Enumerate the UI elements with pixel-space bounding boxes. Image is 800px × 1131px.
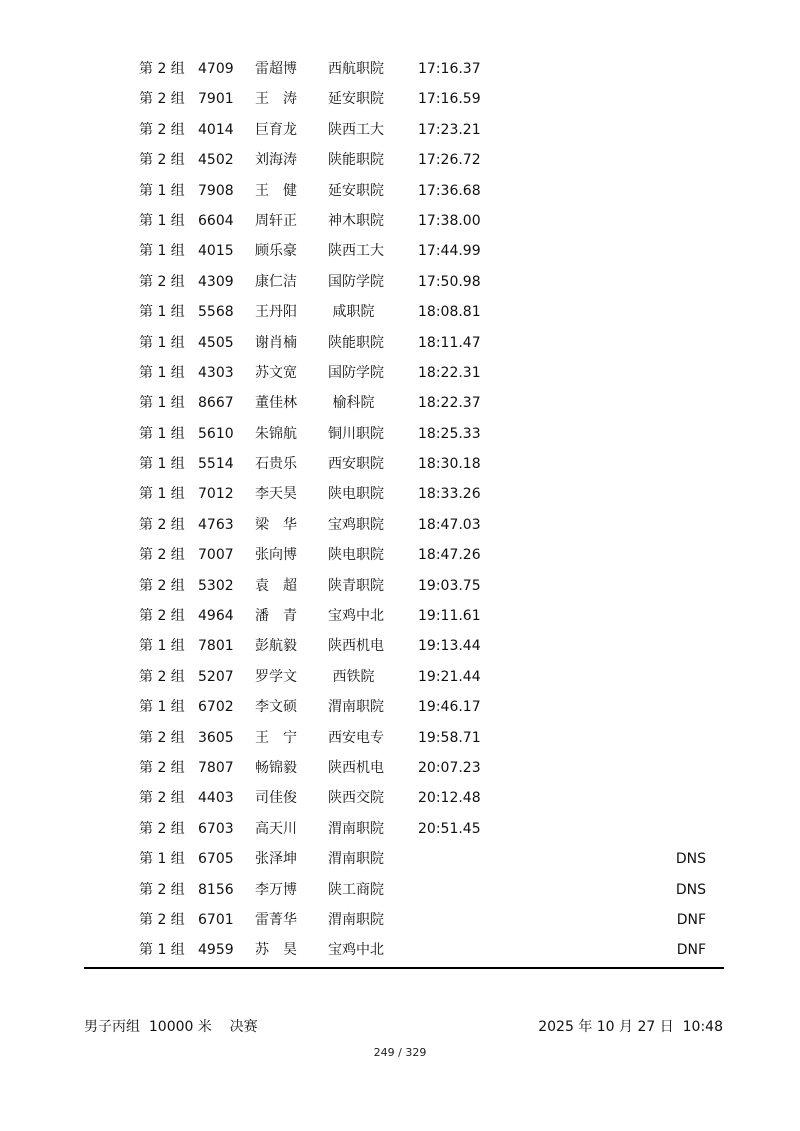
result-row bbox=[0, 358, 800, 388]
bib-cell: 7908 bbox=[198, 182, 234, 199]
bib-cell: 3605 bbox=[198, 729, 234, 746]
athlete-name-cell: 李天昊 bbox=[255, 486, 297, 503]
group-cell: 第 2 组 bbox=[139, 547, 185, 564]
team-cell: 延安职院 bbox=[328, 91, 384, 108]
team-cell: 陕青职院 bbox=[328, 577, 384, 594]
page-number: 249 / 329 bbox=[373, 1046, 427, 1059]
athlete-name-cell: 石贵乐 bbox=[255, 456, 297, 473]
athlete-name-cell: 罗学文 bbox=[255, 668, 297, 685]
group-cell: 第 1 组 bbox=[139, 425, 185, 442]
team-cell: 陕能职院 bbox=[328, 152, 384, 169]
athlete-name-cell: 康仁洁 bbox=[255, 273, 297, 290]
result-row bbox=[0, 723, 800, 753]
bib-cell: 4709 bbox=[198, 61, 234, 77]
team-cell: 榆科院 bbox=[328, 395, 375, 412]
group-cell: 第 2 组 bbox=[139, 729, 185, 746]
team-cell: 陕工商院 bbox=[328, 881, 384, 898]
results-table bbox=[0, 54, 800, 966]
bib-cell: 4015 bbox=[198, 243, 234, 260]
team-cell: 西安电专 bbox=[328, 729, 384, 746]
group-cell: 第 2 组 bbox=[139, 820, 185, 837]
group-cell: 第 1 组 bbox=[139, 699, 185, 716]
result-row bbox=[0, 297, 800, 327]
result-row bbox=[0, 571, 800, 601]
group-cell: 第 2 组 bbox=[139, 608, 185, 625]
time-cell: 17:38.00 bbox=[418, 212, 481, 229]
result-row bbox=[0, 479, 800, 509]
bib-cell: 4014 bbox=[198, 121, 234, 138]
team-cell: 宝鸡中北 bbox=[328, 942, 384, 959]
time-cell: 18:47.03 bbox=[418, 516, 481, 533]
result-row bbox=[0, 267, 800, 297]
group-cell: 第 1 组 bbox=[139, 638, 185, 655]
athlete-name-cell: 李万博 bbox=[255, 881, 297, 898]
bib-cell: 5207 bbox=[198, 668, 234, 685]
result-row bbox=[0, 935, 800, 965]
group-cell: 第 2 组 bbox=[139, 881, 185, 898]
athlete-name-cell: 周轩正 bbox=[255, 212, 297, 229]
time-cell: 17:50.98 bbox=[418, 273, 481, 290]
time-cell: 19:58.71 bbox=[418, 729, 481, 746]
team-cell: 陕西交院 bbox=[328, 790, 384, 807]
result-row bbox=[0, 692, 800, 722]
athlete-name-cell: 王 涛 bbox=[255, 91, 297, 108]
group-cell: 第 2 组 bbox=[139, 790, 185, 807]
time-cell: 19:13.44 bbox=[418, 638, 481, 655]
bib-cell: 4959 bbox=[198, 942, 234, 959]
athlete-name-cell: 张向博 bbox=[255, 547, 297, 564]
time-cell: 18:25.33 bbox=[418, 425, 481, 442]
athlete-name-cell: 巨育龙 bbox=[255, 121, 297, 138]
result-row bbox=[0, 328, 800, 358]
table-bottom-rule bbox=[84, 967, 724, 969]
time-cell: 18:08.81 bbox=[418, 304, 481, 321]
group-cell: 第 1 组 bbox=[139, 243, 185, 260]
group-cell: 第 2 组 bbox=[139, 516, 185, 533]
athlete-name-cell: 梁 华 bbox=[255, 516, 297, 533]
result-row bbox=[0, 206, 800, 236]
group-cell: 第 2 组 bbox=[139, 61, 185, 77]
time-cell: 19:03.75 bbox=[418, 577, 481, 594]
team-cell: 西铁院 bbox=[328, 668, 375, 685]
time-cell: 19:11.61 bbox=[418, 608, 481, 625]
result-row bbox=[0, 783, 800, 813]
group-cell: 第 1 组 bbox=[139, 486, 185, 503]
athlete-name-cell: 王丹阳 bbox=[255, 304, 297, 321]
team-cell: 渭南职院 bbox=[328, 911, 384, 928]
team-cell: 陕电职院 bbox=[328, 486, 384, 503]
bib-cell: 6701 bbox=[198, 911, 234, 928]
team-cell: 延安职院 bbox=[328, 182, 384, 199]
athlete-name-cell: 潘 青 bbox=[255, 608, 297, 625]
athlete-name-cell: 雷超博 bbox=[255, 61, 297, 77]
team-cell: 渭南职院 bbox=[328, 851, 384, 868]
time-cell: 17:16.59 bbox=[418, 91, 481, 108]
time-cell: 18:11.47 bbox=[418, 334, 481, 351]
team-cell: 陕能职院 bbox=[328, 334, 384, 351]
time-cell: 17:26.72 bbox=[418, 152, 481, 169]
athlete-name-cell: 彭航毅 bbox=[255, 638, 297, 655]
team-cell: 西安职院 bbox=[328, 456, 384, 473]
athlete-name-cell: 董佳林 bbox=[255, 395, 297, 412]
bib-cell: 6703 bbox=[198, 820, 234, 837]
group-cell: 第 1 组 bbox=[139, 851, 185, 868]
team-cell: 陕西机电 bbox=[328, 759, 384, 776]
group-cell: 第 1 组 bbox=[139, 456, 185, 473]
bib-cell: 7012 bbox=[198, 486, 234, 503]
group-cell: 第 1 组 bbox=[139, 182, 185, 199]
athlete-name-cell: 王 宁 bbox=[255, 729, 297, 746]
group-cell: 第 1 组 bbox=[139, 304, 185, 321]
time-cell: 18:22.37 bbox=[418, 395, 481, 412]
event-title: 男子丙组 10000 米 决赛 bbox=[84, 1019, 258, 1035]
bib-cell: 6705 bbox=[198, 851, 234, 868]
athlete-name-cell: 畅锦毅 bbox=[255, 759, 297, 776]
result-row bbox=[0, 54, 800, 84]
group-cell: 第 2 组 bbox=[139, 668, 185, 685]
bib-cell: 7807 bbox=[198, 759, 234, 776]
group-cell: 第 2 组 bbox=[139, 759, 185, 776]
result-row bbox=[0, 540, 800, 570]
bib-cell: 4309 bbox=[198, 273, 234, 290]
group-cell: 第 2 组 bbox=[139, 911, 185, 928]
bib-cell: 5302 bbox=[198, 577, 234, 594]
time-cell: 17:44.99 bbox=[418, 243, 481, 260]
bib-cell: 7901 bbox=[198, 91, 234, 108]
team-cell: 渭南职院 bbox=[328, 820, 384, 837]
athlete-name-cell: 苏 昊 bbox=[255, 942, 297, 959]
result-row bbox=[0, 753, 800, 783]
team-cell: 铜川职院 bbox=[328, 425, 384, 442]
team-cell: 宝鸡职院 bbox=[328, 516, 384, 533]
athlete-name-cell: 苏文宽 bbox=[255, 364, 297, 381]
bib-cell: 8156 bbox=[198, 881, 234, 898]
athlete-name-cell: 谢肖楠 bbox=[255, 334, 297, 351]
time-cell: 17:23.21 bbox=[418, 121, 481, 138]
result-row bbox=[0, 875, 800, 905]
group-cell: 第 1 组 bbox=[139, 364, 185, 381]
group-cell: 第 2 组 bbox=[139, 577, 185, 594]
result-row bbox=[0, 115, 800, 145]
result-row bbox=[0, 84, 800, 114]
time-cell: 18:47.26 bbox=[418, 547, 481, 564]
athlete-name-cell: 张泽坤 bbox=[255, 851, 297, 868]
result-row bbox=[0, 419, 800, 449]
bib-cell: 4502 bbox=[198, 152, 234, 169]
bib-cell: 5610 bbox=[198, 425, 234, 442]
event-datetime: 2025 年 10 月 27 日 10:48 bbox=[538, 1019, 723, 1035]
bib-cell: 7801 bbox=[198, 638, 234, 655]
group-cell: 第 2 组 bbox=[139, 121, 185, 138]
bib-cell: 4403 bbox=[198, 790, 234, 807]
time-cell: 18:22.31 bbox=[418, 364, 481, 381]
result-row bbox=[0, 814, 800, 844]
result-row bbox=[0, 449, 800, 479]
bib-cell: 6702 bbox=[198, 699, 234, 716]
bib-cell: 5568 bbox=[198, 304, 234, 321]
group-cell: 第 1 组 bbox=[139, 212, 185, 229]
team-cell: 西航职院 bbox=[328, 61, 384, 77]
result-row bbox=[0, 905, 800, 935]
bib-cell: 4303 bbox=[198, 364, 234, 381]
time-cell: 17:16.37 bbox=[418, 61, 481, 77]
team-cell: 陕西工大 bbox=[328, 121, 384, 138]
athlete-name-cell: 雷菁华 bbox=[255, 911, 297, 928]
team-cell: 陕西工大 bbox=[328, 243, 384, 260]
time-cell: 18:33.26 bbox=[418, 486, 481, 503]
result-row bbox=[0, 510, 800, 540]
team-cell: 国防学院 bbox=[328, 273, 384, 290]
time-cell: 20:12.48 bbox=[418, 790, 481, 807]
team-cell: 神木职院 bbox=[328, 212, 384, 229]
result-row bbox=[0, 844, 800, 874]
athlete-name-cell: 朱锦航 bbox=[255, 425, 297, 442]
group-cell: 第 1 组 bbox=[139, 942, 185, 959]
team-cell: 宝鸡中北 bbox=[328, 608, 384, 625]
athlete-name-cell: 司佳俊 bbox=[255, 790, 297, 807]
result-row bbox=[0, 631, 800, 661]
time-cell: 18:30.18 bbox=[418, 456, 481, 473]
team-cell: 国防学院 bbox=[328, 364, 384, 381]
result-row bbox=[0, 145, 800, 175]
result-row bbox=[0, 176, 800, 206]
team-cell: 陕西机电 bbox=[328, 638, 384, 655]
group-cell: 第 1 组 bbox=[139, 395, 185, 412]
group-cell: 第 2 组 bbox=[139, 152, 185, 169]
result-row bbox=[0, 388, 800, 418]
athlete-name-cell: 高天川 bbox=[255, 820, 297, 837]
result-row bbox=[0, 236, 800, 266]
bib-cell: 7007 bbox=[198, 547, 234, 564]
result-row bbox=[0, 601, 800, 631]
time-cell: 20:51.45 bbox=[418, 820, 481, 837]
athlete-name-cell: 李文硕 bbox=[255, 699, 297, 716]
athlete-name-cell: 顾乐豪 bbox=[255, 243, 297, 260]
athlete-name-cell: 袁 超 bbox=[255, 577, 297, 594]
time-cell: 17:36.68 bbox=[418, 182, 481, 199]
status-cell: DNF bbox=[676, 942, 706, 959]
bib-cell: 5514 bbox=[198, 456, 234, 473]
bib-cell: 4964 bbox=[198, 608, 234, 625]
bib-cell: 6604 bbox=[198, 212, 234, 229]
result-row bbox=[0, 662, 800, 692]
bib-cell: 4505 bbox=[198, 334, 234, 351]
group-cell: 第 2 组 bbox=[139, 91, 185, 108]
team-cell: 咸职院 bbox=[328, 304, 375, 321]
bib-cell: 4763 bbox=[198, 516, 234, 533]
status-cell: DNS bbox=[675, 881, 706, 898]
bib-cell: 8667 bbox=[198, 395, 234, 412]
time-cell: 20:07.23 bbox=[418, 759, 481, 776]
status-cell: DNF bbox=[676, 911, 706, 928]
athlete-name-cell: 刘海涛 bbox=[255, 152, 297, 169]
time-cell: 19:46.17 bbox=[418, 699, 481, 716]
team-cell: 陕电职院 bbox=[328, 547, 384, 564]
team-cell: 渭南职院 bbox=[328, 699, 384, 716]
status-cell: DNS bbox=[675, 851, 706, 868]
group-cell: 第 1 组 bbox=[139, 334, 185, 351]
group-cell: 第 2 组 bbox=[139, 273, 185, 290]
time-cell: 19:21.44 bbox=[418, 668, 481, 685]
athlete-name-cell: 王 健 bbox=[255, 182, 297, 199]
